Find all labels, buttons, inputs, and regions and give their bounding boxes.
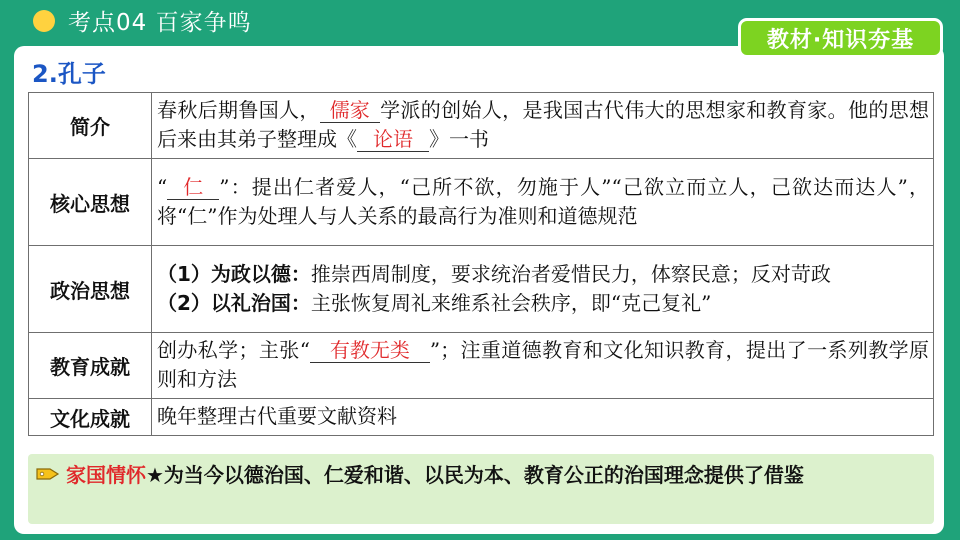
policy-lead: （2）以礼治国： bbox=[157, 290, 311, 315]
row-content bbox=[152, 246, 934, 333]
footer-label: 家国情怀 bbox=[66, 463, 146, 487]
text-segment: 学派的创始人，是我国古代伟大的思想家和教育家。他的思想后来由其弟子整理成《 bbox=[157, 98, 930, 151]
bullet-dot-icon bbox=[33, 10, 55, 32]
text-segment: ”：提出仁者爱人，“己所不欲，勿施于人”“己欲立而立人，己欲达而达人”，将“仁”作为处理人与人关系的最高行为准则和道德规范 bbox=[157, 174, 929, 228]
topic-title: 考点04 百家争鸣 bbox=[68, 10, 252, 36]
patriotism-note bbox=[28, 454, 934, 524]
text-segment: ”；注重道德教育和文化知识教育，提出了一系列教学原则和方法 bbox=[157, 338, 929, 391]
policy-text: 推崇西周制度，要求统治者爱惜民力，体察民意；反对苛政 bbox=[310, 261, 831, 286]
footer-text bbox=[66, 460, 926, 491]
policy-lead: （1）为政以德： bbox=[157, 261, 311, 286]
table-row bbox=[29, 93, 934, 159]
table-row bbox=[29, 159, 934, 246]
text-segment: 创办私学；主张“ bbox=[157, 338, 310, 362]
row-label: 核心思想 bbox=[29, 159, 152, 246]
row-label: 文化成就 bbox=[29, 399, 152, 436]
row-content bbox=[152, 333, 934, 399]
table-row bbox=[29, 333, 934, 399]
answer-blank: 儒家 bbox=[320, 98, 380, 123]
row-content bbox=[152, 399, 934, 436]
text-segment: 晚年整理古代重要文献资料 bbox=[157, 404, 397, 428]
tag-icon bbox=[36, 466, 60, 482]
policy-text: 主张恢复周礼来维系社会秩序，即“克己复礼” bbox=[310, 290, 712, 315]
text-segment: 春秋后期鲁国人， bbox=[157, 98, 320, 122]
section-badge: 教材·知识夯基 bbox=[738, 18, 943, 58]
table-row bbox=[29, 246, 934, 333]
row-label: 教育成就 bbox=[29, 333, 152, 399]
row-label: 政治思想 bbox=[29, 246, 152, 333]
policy-line bbox=[157, 260, 929, 289]
text-segment: “ bbox=[157, 174, 168, 199]
answer-blank: 仁 bbox=[167, 175, 219, 200]
row-content bbox=[152, 159, 934, 246]
row-label: 简介 bbox=[29, 93, 152, 159]
answer-blank: 论语 bbox=[357, 127, 429, 152]
text-segment: 》一书 bbox=[429, 127, 489, 151]
footer-body: ★为当今以德治国、仁爱和谐、以民为本、教育公正的治国理念提供了借鉴 bbox=[146, 463, 804, 487]
section-title: 2.孔子 bbox=[32, 60, 106, 88]
row-content bbox=[152, 93, 934, 159]
policy-line bbox=[157, 289, 929, 318]
answer-blank: 有教无类 bbox=[310, 338, 430, 363]
table-row bbox=[29, 399, 934, 436]
info-table bbox=[28, 92, 934, 436]
